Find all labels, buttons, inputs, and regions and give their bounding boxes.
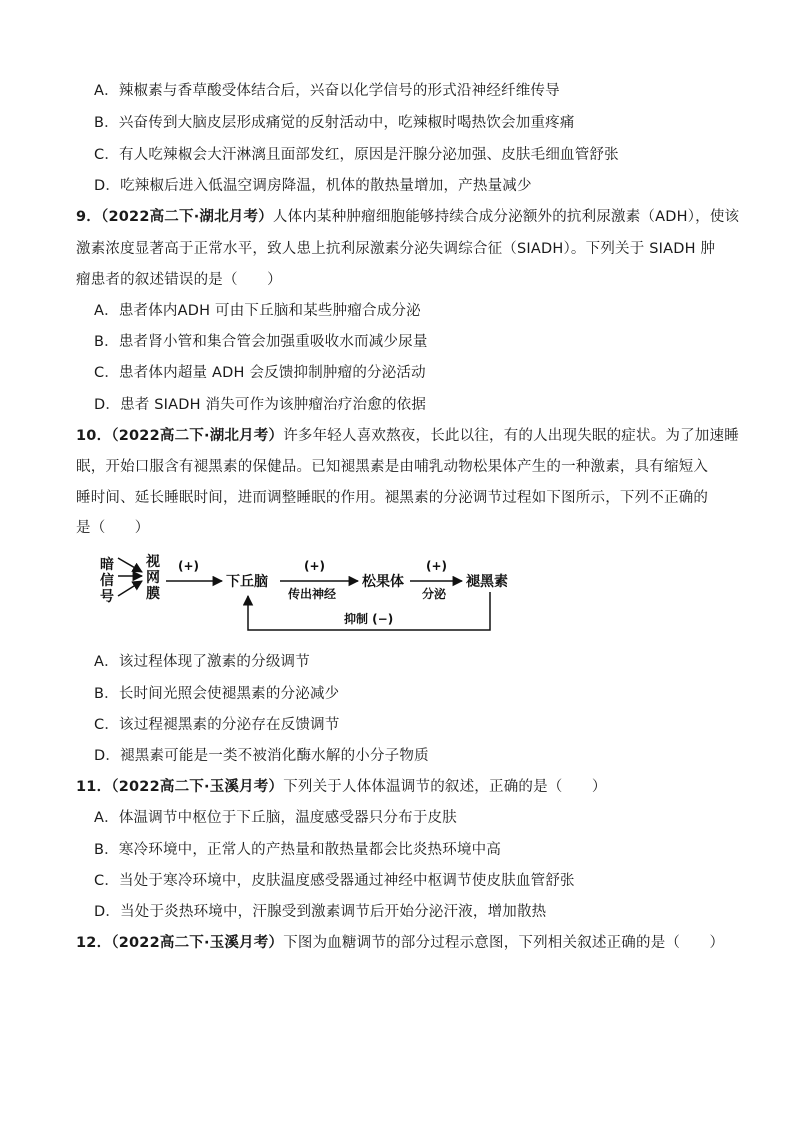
q11-stem — [76, 777, 607, 797]
q8-option-d: D．吃辣椒后进入低温空调房降温，机体的散热量增加，产热量减少 — [94, 178, 532, 194]
melatonin-regulation-diagram — [98, 552, 518, 638]
retina-char-3: 膜 — [146, 586, 160, 602]
plus-label-1: (+) — [178, 559, 200, 573]
q9-number: 9． — [76, 209, 101, 225]
q11-option-d: D．当处于炎热环境中，汗腺受到激素调节后开始分泌汗液，增加散热 — [94, 904, 547, 920]
secretion-label: 分泌 — [422, 587, 447, 601]
pineal-label: 松果体 — [362, 574, 404, 590]
retina-char-1: 视 — [146, 554, 160, 570]
q8-option-b: B．兴奋传到大脑皮层形成痛觉的反射活动中，吃辣椒时喝热饮会加重疼痛 — [94, 115, 575, 131]
q11-option-a: A．体温调节中枢位于下丘脑，温度感受器只分布于皮肤 — [94, 810, 457, 826]
q10-option-a: A．该过程体现了激素的分级调节 — [94, 654, 310, 670]
q10-stem-line-4: 是（ ） — [76, 520, 150, 536]
q9-stem-line-1 — [76, 207, 739, 227]
q9-stem-line-3: 瘤患者的叙述错误的是（ ） — [76, 272, 282, 288]
q11-stem-text: 下列关于人体体温调节的叙述，正确的是（ ） — [283, 779, 607, 795]
hypothalamus-label: 下丘脑 — [226, 574, 268, 590]
q9-stem-text: 人体内某种肿瘤细胞能够持续合成分泌额外的抗利尿激素（ADH），使该 — [272, 209, 740, 225]
q10-option-c: C．该过程褪黑素的分泌存在反馈调节 — [94, 717, 340, 733]
q9-source: （2022高二下·湖北月考） — [101, 209, 273, 225]
efferent-nerve-label: 传出神经 — [288, 587, 337, 601]
inhibition-label: 抑制 (−) — [344, 612, 394, 626]
plus-label-3: (+) — [426, 559, 448, 573]
q11-option-c: C．当处于寒冷环境中，皮肤温度感受器通过神经中枢调节使皮肤血管舒张 — [94, 873, 575, 889]
q8-option-a: A．辣椒素与香草酸受体结合后，兴奋以化学信号的形式沿神经纤维传导 — [94, 83, 560, 99]
q9-stem-line-2: 激素浓度显著高于正常水平，致人患上抗利尿激素分泌失调综合征（SIADH）。下列关于 SIADH 肿 — [76, 241, 716, 257]
q12-stem — [76, 933, 724, 953]
q11-option-b: B．寒冷环境中，正常人的产热量和散热量都会比炎热环境中高 — [94, 842, 502, 858]
q12-stem-text: 下图为血糖调节的部分过程示意图，下列相关叙述正确的是（ ） — [283, 935, 725, 951]
dark-signal-char-3: 号 — [100, 589, 114, 605]
q10-stem-line-3: 睡时间、延长睡眠时间，进而调整睡眠的作用。褪黑素的分泌调节过程如下图所示，下列不正确的 — [76, 490, 709, 506]
dark-signal-char-2: 信 — [100, 573, 114, 589]
q9-option-b: B．患者肾小管和集合管会加强重吸收水而减少尿量 — [94, 334, 428, 350]
signal-arrow-top — [118, 558, 142, 572]
q10-stem-line-2: 眠，开始口服含有褪黑素的保健品。已知褪黑素是由哺乳动物松果体产生的一种激素，具有缩短入 — [76, 459, 709, 475]
melatonin-label: 褪黑素 — [466, 574, 508, 590]
q12-number: 12． — [76, 935, 112, 951]
q9-option-a: A．患者体内ADH 可由下丘脑和某些肿瘤合成分泌 — [94, 303, 421, 319]
q8-option-c: C．有人吃辣椒会大汗淋漓且面部发红，原因是汗腺分泌加强、皮肤毛细血管舒张 — [94, 147, 619, 163]
q12-source: （2022高二下·玉溪月考） — [111, 935, 284, 951]
q9-option-d: D．患者 SIADH 消失可作为该肿瘤治疗治愈的依据 — [94, 397, 427, 413]
q11-source: （2022高二下·玉溪月考） — [111, 779, 284, 795]
q10-stem-line-1 — [76, 426, 739, 446]
q11-number: 11． — [76, 779, 112, 795]
signal-arrow-bottom — [118, 581, 142, 596]
plus-label-2: (+) — [304, 559, 326, 573]
q10-option-b: B．长时间光照会使褪黑素的分泌减少 — [94, 686, 340, 702]
retina-char-2: 网 — [146, 570, 160, 586]
q9-option-c: C．患者体内超量 ADH 会反馈抑制肿瘤的分泌活动 — [94, 365, 426, 381]
q10-option-d: D．褪黑素可能是一类不被消化酶水解的小分子物质 — [94, 748, 429, 764]
q10-source: （2022高二下·湖北月考） — [111, 428, 284, 444]
q10-number: 10． — [76, 428, 112, 444]
q10-stem-text: 许多年轻人喜欢熬夜，长此以往，有的人出现失眠的症状。为了加速睡 — [283, 428, 739, 444]
dark-signal-char-1: 暗 — [100, 557, 114, 573]
